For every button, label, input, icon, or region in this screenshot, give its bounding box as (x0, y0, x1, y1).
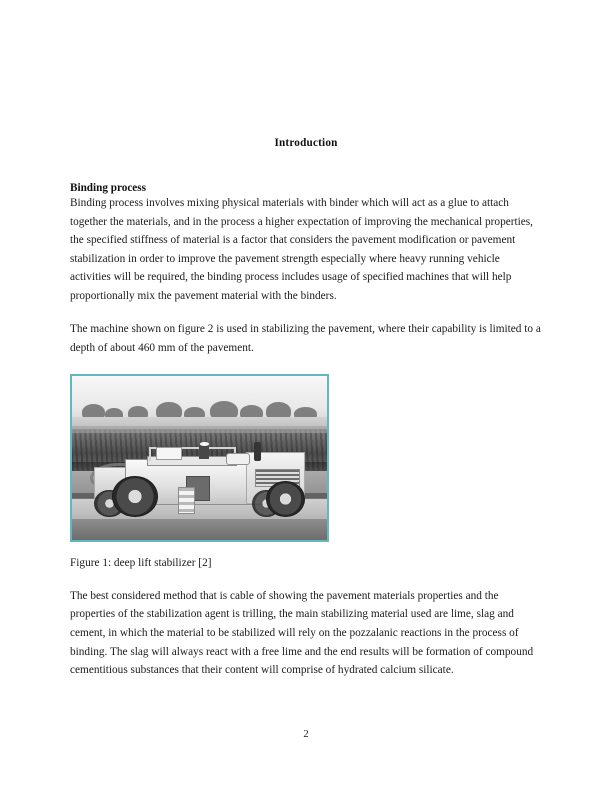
paragraph-machine-capability: The machine shown on figure 2 is used in stabilizing the pavement, where their capability is limited to a depth of about 460 mm of the pavement. (70, 323, 541, 354)
machine-exhaust-stack (254, 442, 261, 462)
paragraph-stabilization-method: The best considered method that is cable of showing the pavement materials properties and the properties of the stabilization agent is trilling, the main stabilizing material used are lime, slag and cement, in which the material to be stabilized will rely on the pozzalanic reactions in the process of binding. The slag will always react with a free lime and the end results will be formation of compound cementitious substances that their content will comprise of hydrated calcium silicate. (70, 589, 534, 677)
machine-ladder (178, 487, 195, 515)
paragraph-binding-process: Binding process involves mixing physical materials with binder which will act as a glue to attach together the materials, and in the process a higher expectation of improving the mechanical properties, the specified stiffness of material is a factor that considers the pavement modification or pavement stabilization in order to improve the pavement strength especially where heavy running vehicle activities will be required, the binding process includes usage of specified machines that will help proportionally mix the pavement material with the binders. (70, 197, 534, 302)
page-number: 2 (303, 729, 309, 740)
page-title: Introduction (274, 137, 338, 149)
figure-caption: Figure 1: deep lift stabilizer [2] (70, 557, 212, 570)
machine-tank (226, 453, 250, 465)
section-heading-binding-process: Binding process (70, 182, 146, 194)
page-content (70, 0, 542, 680)
machine-control-console (156, 447, 182, 460)
deep-lift-stabilizer-photo (72, 376, 327, 540)
machine-wheel-rear (266, 481, 305, 518)
photo-stabilizer-machine (90, 442, 309, 517)
photo-treeline (72, 389, 327, 420)
machine-operator (199, 445, 209, 459)
operator-hard-hat (200, 442, 209, 446)
photo-foreground-road (72, 519, 327, 540)
figure-block (70, 374, 333, 572)
figure-image-frame (70, 374, 329, 542)
machine-wheel-front (112, 476, 158, 517)
